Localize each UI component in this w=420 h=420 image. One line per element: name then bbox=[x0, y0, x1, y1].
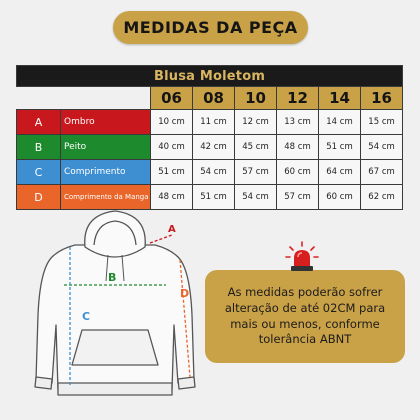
measure-label: Comprimento bbox=[61, 160, 151, 185]
siren-icon bbox=[285, 240, 319, 274]
diagram-label-b: B bbox=[108, 271, 117, 284]
table-cell: 54 cm bbox=[193, 160, 235, 185]
table-cell: 60 cm bbox=[277, 160, 319, 185]
table-cell: 12 cm bbox=[235, 110, 277, 135]
title-banner bbox=[113, 11, 308, 44]
table-cell: 10 cm bbox=[151, 110, 193, 135]
table-cell: 48 cm bbox=[277, 135, 319, 160]
table-cell: 51 cm bbox=[151, 160, 193, 185]
measure-label: Ombro bbox=[61, 110, 151, 135]
table-cell: 54 cm bbox=[235, 185, 277, 210]
header-spacer bbox=[17, 87, 151, 110]
table-cell: 51 cm bbox=[319, 135, 361, 160]
diagram-label-a: A bbox=[168, 224, 176, 235]
table-cell: 15 cm bbox=[361, 110, 403, 135]
table-row bbox=[17, 160, 403, 185]
size-header: 16 bbox=[361, 87, 403, 110]
measure-letter: D bbox=[17, 185, 61, 210]
measure-letter: A bbox=[17, 110, 61, 135]
table-cell: 40 cm bbox=[151, 135, 193, 160]
table-cell: 48 cm bbox=[151, 185, 193, 210]
hoodie-outline-icon bbox=[30, 205, 205, 417]
table-cell: 62 cm bbox=[361, 185, 403, 210]
measure-label: Peito bbox=[61, 135, 151, 160]
product-name: Blusa Moletom bbox=[17, 66, 403, 87]
table-cell: 14 cm bbox=[319, 110, 361, 135]
measure-letter: C bbox=[17, 160, 61, 185]
diagram-label-d: D bbox=[180, 287, 190, 300]
size-header: 12 bbox=[277, 87, 319, 110]
measure-letter: B bbox=[17, 135, 61, 160]
size-table bbox=[16, 65, 403, 210]
size-header: 14 bbox=[319, 87, 361, 110]
measure-label: Comprimento da Manga bbox=[61, 185, 151, 210]
table-cell: 57 cm bbox=[235, 160, 277, 185]
table-cell: 13 cm bbox=[277, 110, 319, 135]
table-title-row bbox=[17, 66, 403, 87]
size-header-row bbox=[17, 87, 403, 110]
tolerance-text: As medidas poderão sofrer alteração de até 02CM para mais ou menos, conforme tolerância ABNT bbox=[224, 284, 386, 347]
table-cell: 51 cm bbox=[193, 185, 235, 210]
table-row bbox=[17, 110, 403, 135]
size-header: 06 bbox=[151, 87, 193, 110]
table-row bbox=[17, 135, 403, 160]
diagram-label-c: C bbox=[82, 310, 91, 323]
table-cell: 60 cm bbox=[319, 185, 361, 210]
size-header: 10 bbox=[235, 87, 277, 110]
table-cell: 42 cm bbox=[193, 135, 235, 160]
table-cell: 54 cm bbox=[361, 135, 403, 160]
table-cell: 45 cm bbox=[235, 135, 277, 160]
tolerance-note bbox=[205, 270, 405, 363]
table-cell: 57 cm bbox=[277, 185, 319, 210]
table-cell: 67 cm bbox=[361, 160, 403, 185]
size-header: 08 bbox=[193, 87, 235, 110]
table-cell: 64 cm bbox=[319, 160, 361, 185]
table-cell: 11 cm bbox=[193, 110, 235, 135]
page-title: MEDIDAS DA PEÇA bbox=[123, 18, 298, 37]
